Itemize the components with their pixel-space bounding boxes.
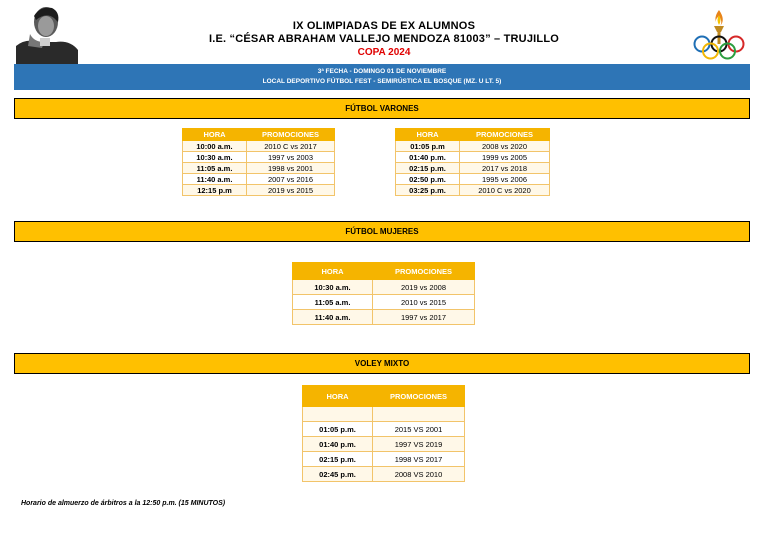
olympics-title: IX OLIMPIADAS DE EX ALUMNOS (292, 20, 476, 32)
school-name: I.E. “CÉSAR ABRAHAM VALLEJO MENDOZA 81003” – TRUJILLO (208, 33, 559, 45)
match-time: 11:40 a.m. (293, 310, 373, 325)
schedule-row (293, 310, 475, 325)
match-teams: 2008 vs 2020 (460, 141, 550, 152)
match-teams (373, 407, 465, 422)
cup-title: COPA 2024 (357, 47, 411, 58)
match-time: 02:15 p.m. (303, 452, 373, 467)
match-teams: 1998 vs 2001 (247, 163, 335, 174)
schedule-row (183, 163, 335, 174)
voley-mixto-table (302, 385, 465, 482)
section-futbol-mujeres: FÚTBOL MUJERES (14, 221, 750, 242)
schedule-row (183, 185, 335, 196)
match-time: 02:50 p.m. (396, 174, 460, 185)
futbol-mujeres-table (292, 262, 475, 325)
column-header-hora: HORA (396, 129, 460, 141)
schedule-row (396, 141, 550, 152)
match-time: 03:25 p.m. (396, 185, 460, 196)
futbol-varones-table-right (395, 128, 550, 196)
match-time: 10:30 a.m. (293, 280, 373, 295)
match-teams: 1999 vs 2005 (460, 152, 550, 163)
match-time: 11:40 a.m. (183, 174, 247, 185)
match-time: 01:40 p.m. (396, 152, 460, 163)
column-header-promociones: PROMOCIONES (373, 263, 475, 280)
match-teams: 1998 VS 2017 (373, 452, 465, 467)
match-teams: 2007 vs 2016 (247, 174, 335, 185)
event-info-banner (14, 64, 750, 90)
futbol-varones-table-left (182, 128, 335, 196)
schedule-row (183, 152, 335, 163)
referee-lunch-note: Horario de almuerzo de árbitros a la 12:50 p.m. (15 MINUTOS) (21, 500, 226, 507)
column-header-promociones: PROMOCIONES (247, 129, 335, 141)
column-header-hora: HORA (293, 263, 373, 280)
event-date: 3ª FECHA - DOMINGO 01 DE NOVIEMBRE (317, 68, 447, 75)
match-time: 01:05 p.m (396, 141, 460, 152)
match-time: 01:05 p.m. (303, 422, 373, 437)
match-time: 02:45 p.m. (303, 467, 373, 482)
match-time: 10:00 a.m. (183, 141, 247, 152)
match-time: 11:05 a.m. (183, 163, 247, 174)
match-teams: 2019 vs 2008 (373, 280, 475, 295)
schedule-row (293, 280, 475, 295)
column-header-hora: HORA (303, 386, 373, 407)
match-time: 12:15 p.m (183, 185, 247, 196)
column-header-hora: HORA (183, 129, 247, 141)
match-time: 01:40 p.m. (303, 437, 373, 452)
schedule-row (396, 152, 550, 163)
match-teams: 2010 C vs 2017 (247, 141, 335, 152)
match-teams: 1997 vs 2017 (373, 310, 475, 325)
section-voley-mixto: VOLEY MIXTO (14, 353, 750, 374)
match-time: 11:05 a.m. (293, 295, 373, 310)
match-time (303, 407, 373, 422)
column-header-promociones: PROMOCIONES (373, 386, 465, 407)
match-teams: 2010 C vs 2020 (460, 185, 550, 196)
match-teams: 2015 VS 2001 (373, 422, 465, 437)
schedule-row (396, 174, 550, 185)
match-teams: 1997 VS 2019 (373, 437, 465, 452)
schedule-row (303, 422, 465, 437)
match-time: 02:15 p.m. (396, 163, 460, 174)
schedule-row (293, 295, 475, 310)
schedule-row (396, 163, 550, 174)
match-teams: 1997 vs 2003 (247, 152, 335, 163)
olympic-torch-rings-logo (690, 6, 748, 62)
schedule-row (183, 174, 335, 185)
schedule-row (303, 467, 465, 482)
schedule-row (303, 407, 465, 422)
match-time: 10:30 a.m. (183, 152, 247, 163)
match-teams: 2019 vs 2015 (247, 185, 335, 196)
column-header-promociones: PROMOCIONES (460, 129, 550, 141)
schedule-row (303, 452, 465, 467)
schedule-row (183, 141, 335, 152)
section-futbol-varones: FÚTBOL VARONES (14, 98, 750, 119)
schedule-row (303, 437, 465, 452)
match-teams: 1995 vs 2006 (460, 174, 550, 185)
match-teams: 2010 vs 2015 (373, 295, 475, 310)
match-teams: 2008 VS 2010 (373, 467, 465, 482)
match-teams: 2017 vs 2018 (460, 163, 550, 174)
schedule-row (396, 185, 550, 196)
event-venue: LOCAL DEPORTIVO FÚTBOL FEST - SEMIRÚSTICA EL BOSQUE (MZ. U LT. 5) (262, 78, 502, 85)
